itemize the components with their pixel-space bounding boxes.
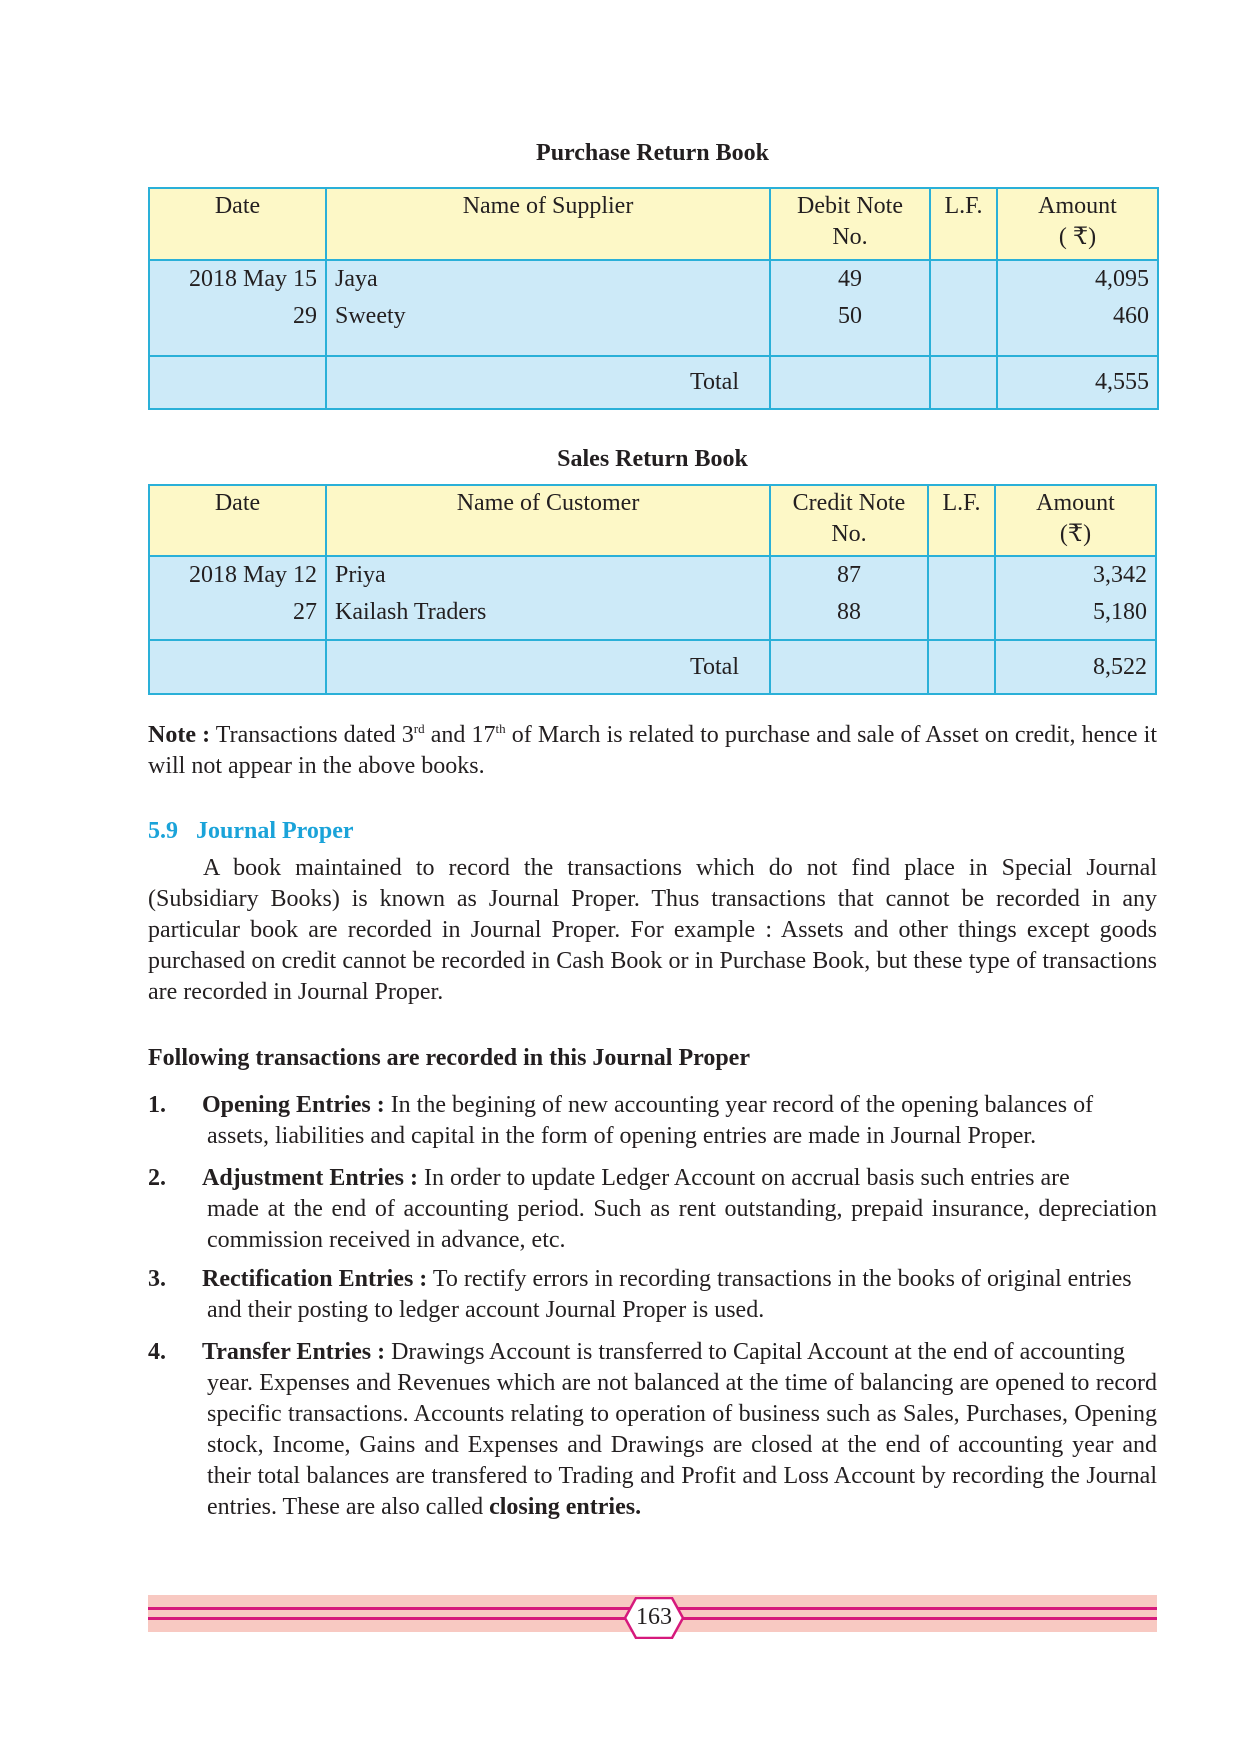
page-footer xyxy=(148,1595,1157,1632)
list-item: 4. Transfer Entries : Drawings Account is transferred to Capital Account at the end of accounting year. Expenses and Revenues which are not balanced at the time of balancing are opened to record specific transactions. Accounts relating to operation of business such as Sales, Purchases, Opening stock, Income, Gains and Expenses and Drawings are closed at the end of accounting year and their total balances are transfered to Trading and Profit and Loss Account by recording the Journal entries. These are also called closing entries. xyxy=(148,1339,1157,1520)
header-amount: Amount (₹) xyxy=(995,485,1156,556)
header-name: Name of Customer xyxy=(326,485,770,556)
name-cell: Priya Kailash Traders xyxy=(326,556,770,640)
table-header-row xyxy=(149,485,1156,556)
list-item: 2. Adjustment Entries : In order to update Ledger Account on accrual basis such entries are made at the end of accounting period. Such as rent outstanding, prepaid insurance, depreciation commission received in advance, etc. xyxy=(148,1165,1157,1253)
note-paragraph: Note : Transactions dated 3rd and 17th of March is related to purchase and sale of Asset on credit, hence it will not appear in the above books. xyxy=(148,721,1158,779)
note-cell: 49 50 xyxy=(770,260,930,356)
total-amount: 8,522 xyxy=(995,640,1156,694)
total-row xyxy=(149,640,1156,694)
amount-cell: 4,095 460 xyxy=(997,260,1158,356)
header-name: Name of Supplier xyxy=(326,188,770,260)
note-cell: 87 88 xyxy=(770,556,928,640)
list-item: 1. Opening Entries : In the begining of new accounting year record of the opening balances of assets, liabilities and capital in the form of opening entries are made in Journal Proper. xyxy=(148,1092,1094,1149)
header-note: Debit Note No. xyxy=(770,188,930,260)
list-heading: Following transactions are recorded in this Journal Proper xyxy=(148,1045,750,1071)
table-row xyxy=(149,556,1156,640)
total-amount: 4,555 xyxy=(997,356,1158,409)
name-cell: Jaya Sweety xyxy=(326,260,770,356)
total-label: Total xyxy=(326,356,770,409)
purchase-return-title: Purchase Return Book xyxy=(536,140,769,166)
header-amount: Amount ( ₹) xyxy=(997,188,1158,260)
page-number: 163 xyxy=(636,1604,672,1630)
header-date: Date xyxy=(149,188,326,260)
date-cell: 2018 May 15 29 xyxy=(149,260,326,356)
list-item: 3. Rectification Entries : To rectify errors in recording transactions in the books of original entries and their posting to ledger account Journal Proper is used. xyxy=(148,1266,1132,1323)
total-row xyxy=(149,356,1158,409)
table-row xyxy=(149,260,1158,356)
date-cell: 2018 May 12 27 xyxy=(149,556,326,640)
section-title: Journal Proper xyxy=(196,818,354,844)
header-note: Credit Note No. xyxy=(770,485,928,556)
header-date: Date xyxy=(149,485,326,556)
header-lf: L.F. xyxy=(930,188,997,260)
section-paragraph: A book maintained to record the transactions which do not find place in Special Journal (Subsidiary Books) is known as Journal Proper. Thus transactions that cannot be recorded in any particular book are recorded in Journal Proper. For example : Assets and other things except goods purchased on credit cannot be recorded in Cash Book or in Purchase Book, but these type of transactions are recorded in Journal Proper. xyxy=(148,855,1157,1005)
lf-cell xyxy=(928,556,995,640)
total-label: Total xyxy=(326,640,770,694)
sales-return-title: Sales Return Book xyxy=(557,446,748,472)
note-label: Note : xyxy=(148,722,211,748)
purchase-return-table xyxy=(148,187,1159,410)
lf-cell xyxy=(930,260,997,356)
table-header-row xyxy=(149,188,1158,260)
amount-cell: 3,342 5,180 xyxy=(995,556,1156,640)
section-heading xyxy=(148,818,354,845)
header-lf: L.F. xyxy=(928,485,995,556)
section-number: 5.9 xyxy=(148,818,178,844)
sales-return-table xyxy=(148,484,1157,695)
